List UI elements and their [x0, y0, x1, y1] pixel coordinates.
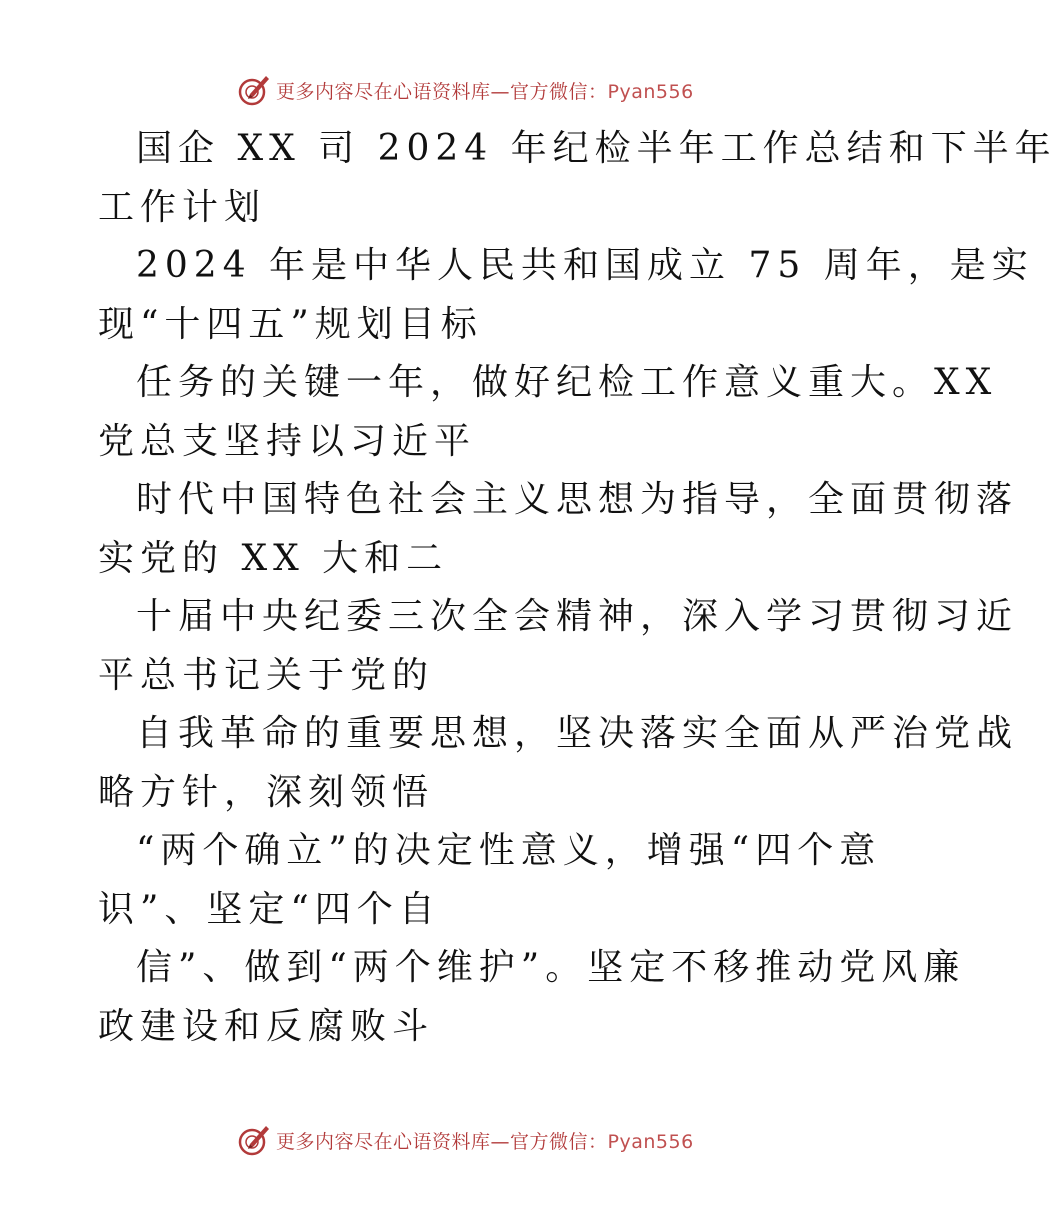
paragraph-line: 平总书记关于党的 — [98, 654, 435, 696]
header-watermark — [236, 70, 694, 110]
footer-watermark — [236, 1120, 694, 1160]
pen-logo-icon — [236, 1122, 272, 1158]
paragraph-line: 信”、做到“两个维护”。坚定不移推动党风廉 — [136, 947, 966, 988]
paragraph-line: 政建设和反腐败斗 — [98, 1005, 435, 1047]
paragraph-line: 识”、坚定“四个自 — [98, 888, 441, 930]
paragraph-line: 时代中国特色社会主义思想为指导，全面贯彻落 — [136, 479, 1019, 520]
paragraph-line: 十届中央纪委三次全会精神，深入学习贯彻习近 — [136, 596, 1019, 637]
paragraph-line: 现“十四五”规划目标 — [98, 303, 483, 345]
title-line-2: 工作计划 — [98, 186, 267, 228]
paragraph-line: 2024 年是中华人民共和国成立 75 周年，是实 — [136, 245, 1034, 286]
title-line-1: 国企 XX 司 2024 年纪检半年工作总结和下半年 — [136, 128, 1057, 169]
paragraph-line: 任务的关键一年，做好纪检工作意义重大。XX — [136, 362, 998, 403]
paragraph-line: 党总支坚持以习近平 — [98, 420, 477, 462]
paragraph-line: 实党的 XX 大和二 — [98, 537, 449, 579]
pen-logo-icon — [236, 72, 272, 108]
document-body — [98, 120, 1057, 1056]
paragraph-line: 自我革命的重要思想，坚决落实全面从严治党战 — [136, 713, 1019, 754]
watermark-text: 更多内容尽在心语资料库—官方微信：Pyan556 — [276, 1130, 694, 1153]
wechat-id: Pyan556 — [607, 1130, 694, 1153]
paragraph-line: “两个确立”的决定性意义，增强“四个意 — [136, 830, 882, 871]
wechat-id: Pyan556 — [607, 80, 694, 103]
watermark-text: 更多内容尽在心语资料库—官方微信：Pyan556 — [276, 80, 694, 103]
paragraph-line: 略方针，深刻领悟 — [98, 771, 435, 813]
